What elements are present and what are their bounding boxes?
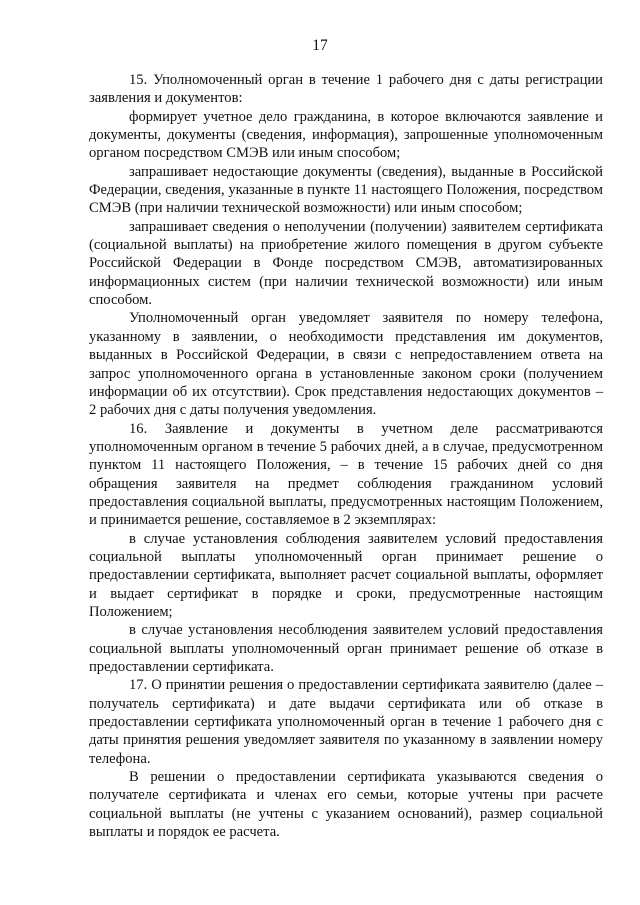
paragraph-15-item-case-file: формирует учетное дело гражданина, в которое включаются заявление и документы, документы (сведения, информация), запрошенные уполномоченным органом посредством СМЭВ или иным способом; (89, 108, 603, 162)
paragraph-15-notification: Уполномоченный орган уведомляет заявителя по номеру телефона, указанному в заявлении, о необходимости представления им документов, выданных в Российской Федерации, в связи с непредоставлением ответа на запрос уполномоченного органа в установленные законом сроки (получением информации об их отсутствии). Срок представления недостающих документов – 2 рабочих дня с даты получения уведомления. (89, 310, 603, 419)
page-number: 17 (312, 37, 328, 54)
paragraph-15-item-request-documents: запрашивает недостающие документы (сведения), выданные в Российской Федерации, сведения, указанные в пункте 11 настоящего Положения, посредством СМЭВ (при наличии технической возможности) или иным способом; (89, 163, 603, 217)
paragraph-17-notification: 17. О принятии решения о предоставлении сертификата заявителю (далее – получатель сертификата) и дате выдачи сертификата или об отказе в предоставлении сертификата уполномоченный орган в течение 1 рабочего дня с даты принятия решения уведомляет заявителя по указанному в заявлении номеру телефона. (89, 677, 603, 767)
paragraph-15-intro: 15. Уполномоченный орган в течение 1 рабочего дня с даты регистрации заявления и документов: (89, 72, 603, 107)
paragraph-15-item-request-certificate-info: запрашивает сведения о неполучении (получении) заявителем сертификата (социальной выплаты) на приобретение жилого помещения в другом субъекте Российской Федерации в Фонде посредством СМЭВ, автоматизированных информационных систем (при наличии технической возможности) или иным способом. (89, 218, 603, 309)
paragraph-16-item-refusal: в случае установления несоблюдения заявителем условий предоставления социальной выплаты уполномоченный орган принимает решение об отказе в предоставлении сертификата. (89, 622, 603, 675)
paragraph-16-intro: 16. Заявление и документы в учетном деле рассматриваются уполномоченным органом в течение 5 рабочих дней, а в случае, предусмотренном пунктом 11 настоящего Положения, – в течение 15 рабочих дней со дня обращения заявителя на предмет соблюдения гражданином условий предоставления социальной выплаты, предусмотренных настоящим Положением, и принимается решение, составляемое в 2 экземплярах: (89, 420, 603, 529)
paragraph-17-decision-contents: В решении о предоставлении сертификата указываются сведения о получателе сертификата и членах его семьи, которые учтены при расчете социальной выплаты (не учтены с указанием оснований), размер социальной выплаты и порядок ее расчета. (89, 769, 603, 841)
paragraph-16-item-approval: в случае установления соблюдения заявителем условий предоставления социальной выплаты уполномоченный орган принимает решение о предоставлении сертификата, выполняет расчет социальной выплаты, оформляет и выдает сертификат в порядке и сроки, предусмотренные настоящим Положением; (89, 530, 603, 620)
document-body (89, 71, 603, 841)
